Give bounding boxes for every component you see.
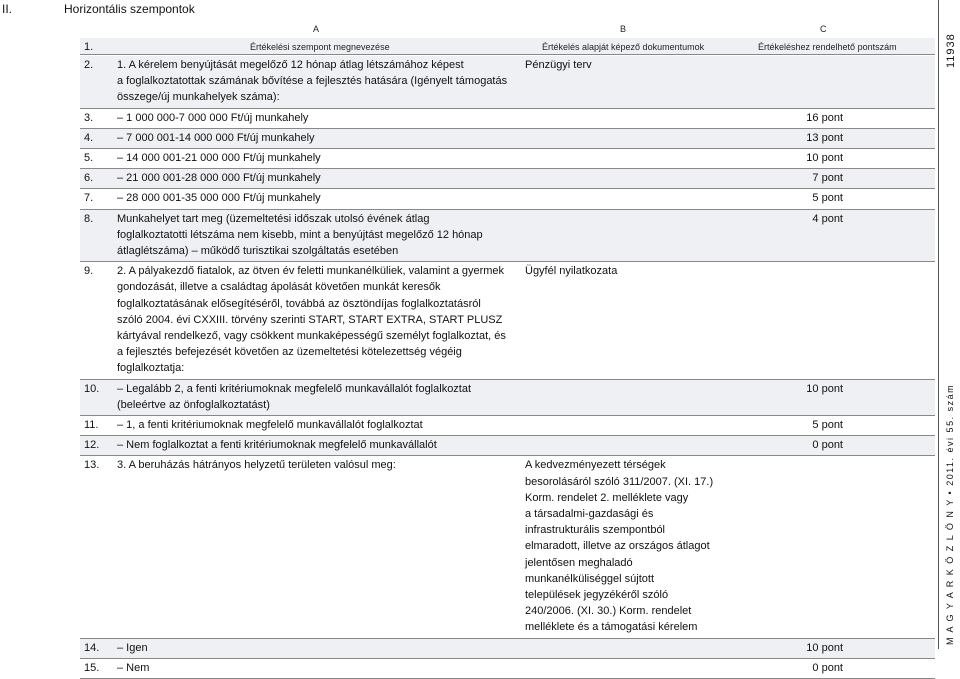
column-c-letter: C: [820, 24, 827, 34]
document-text: 240/2006. (XI. 30.) Korm. rendelet: [525, 605, 692, 618]
points-value: 16 pont: [806, 111, 843, 124]
document-text: települések jegyzékéről szóló: [525, 588, 669, 601]
row-number: 15.: [84, 661, 100, 674]
table-row: [80, 436, 935, 456]
row-number: 12.: [84, 439, 100, 452]
criterion-text: 2. A pályakezdő fiatalok, az ötven év feletti munkanélküliek, valamint a gyermek: [117, 265, 505, 278]
row-number: 3.: [84, 111, 94, 124]
journal-title: M A G Y A R K Ö Z L Ö N Y • 2011. évi 55. szám: [945, 383, 955, 645]
criterion-text: – Nem foglalkoztat a fenti kritériumoknak megfelelő munkavállalót: [117, 439, 437, 452]
points-value: 4 pont: [812, 212, 843, 225]
row-number: 10.: [84, 382, 100, 395]
points-value: 0 pont: [812, 439, 843, 452]
criterion-text: gondozását, illetve a családtag ápolását követően munkát keresők: [117, 281, 441, 294]
criterion-text: (beleértve az önfoglalkoztatást): [117, 398, 270, 411]
table-row: [80, 380, 935, 416]
table-row: [80, 210, 935, 263]
points-value: 10 pont: [806, 382, 843, 395]
header-criterion: Értékelési szempont megnevezése: [250, 42, 390, 52]
criterion-text: átlaglétszáma) – működő turisztikai szolgáltatás esetében: [117, 244, 399, 257]
column-b-letter: B: [620, 24, 627, 34]
document-text: Pénzügyi terv: [525, 59, 592, 71]
row-number: 13.: [84, 459, 100, 472]
criterion-text: kártyával rendelkező, vagy csökkent munkaképességű személyt foglalkoztat, és: [117, 329, 506, 342]
criterion-text: – Nem: [117, 661, 150, 674]
document-text: munkanélküliséggel sújtott: [525, 572, 655, 585]
row-number: 4.: [84, 131, 94, 144]
row-number: 9.: [84, 265, 94, 278]
table-row: [80, 262, 935, 379]
criterion-text: összege/új munkahelyek száma):: [117, 91, 280, 104]
criterion-text: – 14 000 001-21 000 000 Ft/új munkahely: [117, 152, 321, 164]
row-number: 8.: [84, 212, 94, 225]
criterion-text: – 1, a fenti kritériumoknak megfelelő munkavállalót foglalkoztat: [117, 419, 423, 431]
criterion-text: – Legalább 2, a fenti kritériumoknak megfelelő munkavállalót foglalkoztat: [117, 382, 472, 395]
points-value: 7 pont: [812, 172, 843, 185]
header-points: Értékeléshez rendelhető pontszám: [758, 42, 897, 52]
document-text: besorolásáról szóló 311/2007. (XI. 17.): [525, 475, 714, 488]
table-row: [80, 169, 935, 189]
section-title: Horizontális szempontok: [64, 2, 195, 16]
row-number: 2.: [84, 59, 94, 71]
section-roman: II.: [2, 2, 13, 16]
header-row: [80, 38, 935, 55]
row-number: 6.: [84, 172, 94, 185]
criterion-text: 1. A kérelem benyújtását megelőző 12 hónap átlag létszámához képest: [117, 59, 464, 71]
points-value: 5 pont: [812, 192, 843, 205]
criterion-text: Munkahelyet tart meg (üzemeltetési időszak utolsó évének átlag: [117, 212, 430, 225]
document-text: jelentősen meghaladó: [525, 556, 633, 569]
row-number: 11.: [84, 419, 99, 431]
document-text: elmaradott, illetve az országos átlagot: [525, 540, 710, 553]
criterion-text: – 21 000 001-28 000 000 Ft/új munkahely: [117, 172, 321, 185]
column-a-letter: A: [313, 24, 320, 34]
table-row: [80, 109, 935, 129]
page-number: 11938: [945, 33, 957, 68]
criterion-text: foglalkoztatásának elősegítéséről, továbbá az ösztöndíjas foglalkoztatásról: [117, 297, 481, 310]
document-text: a társadalmi-gazdasági és: [525, 507, 654, 520]
table-row: [80, 189, 935, 209]
header-row-number: 1.: [84, 41, 94, 53]
criterion-text: – 1 000 000-7 000 000 Ft/új munkahely: [117, 111, 309, 124]
criterion-text: a foglalkoztatottak számának bővítése a fejlesztés hatására (Igényelt támogatás: [117, 75, 508, 88]
row-number: 7.: [84, 192, 94, 205]
document-text: Korm. rendelet 2. melléklete vagy: [525, 491, 689, 504]
criterion-text: – Igen: [117, 641, 148, 654]
points-value: 10 pont: [806, 152, 843, 164]
header-documents: Értékelés alapját képező dokumentumok: [542, 42, 705, 52]
criterion-text: foglalkoztatja:: [117, 362, 185, 375]
criterion-text: szóló 2004. évi CXXIII. törvény szerinti START, START EXTRA, START PLUSZ: [117, 313, 503, 326]
table-row: [80, 56, 935, 109]
points-value: 5 pont: [812, 419, 843, 431]
row-number: 14.: [84, 641, 100, 654]
document-text: A kedvezményezett térségek: [525, 459, 666, 472]
table-row: [80, 456, 935, 638]
points-value: 10 pont: [806, 641, 843, 654]
document-text: melléklete és a támogatási kérelem: [525, 621, 698, 634]
criterion-text: – 28 000 001-35 000 000 Ft/új munkahely: [117, 192, 321, 205]
table-row: [80, 659, 935, 679]
table-row: [80, 416, 935, 436]
criterion-text: – 7 000 001-14 000 000 Ft/új munkahely: [117, 131, 315, 144]
table-row: [80, 149, 935, 169]
document-text: Ügyfél nyilatkozata: [525, 265, 618, 278]
margin-divider: [938, 0, 939, 649]
document-text: infrastrukturális szempontból: [525, 524, 666, 537]
criterion-text: 3. A beruházás hátrányos helyzetű területen valósul meg:: [117, 459, 396, 472]
criterion-text: foglalkoztatotti létszáma nem kisebb, mint a benyújtást megelőző 12 hónap: [117, 228, 483, 241]
points-value: 0 pont: [812, 661, 843, 674]
row-number: 5.: [84, 152, 94, 164]
table-row: [80, 129, 935, 149]
criterion-text: a fejlesztés befejezését követően az üzemeltetési kötelezettség végéig: [117, 346, 462, 359]
points-value: 13 pont: [806, 131, 843, 144]
